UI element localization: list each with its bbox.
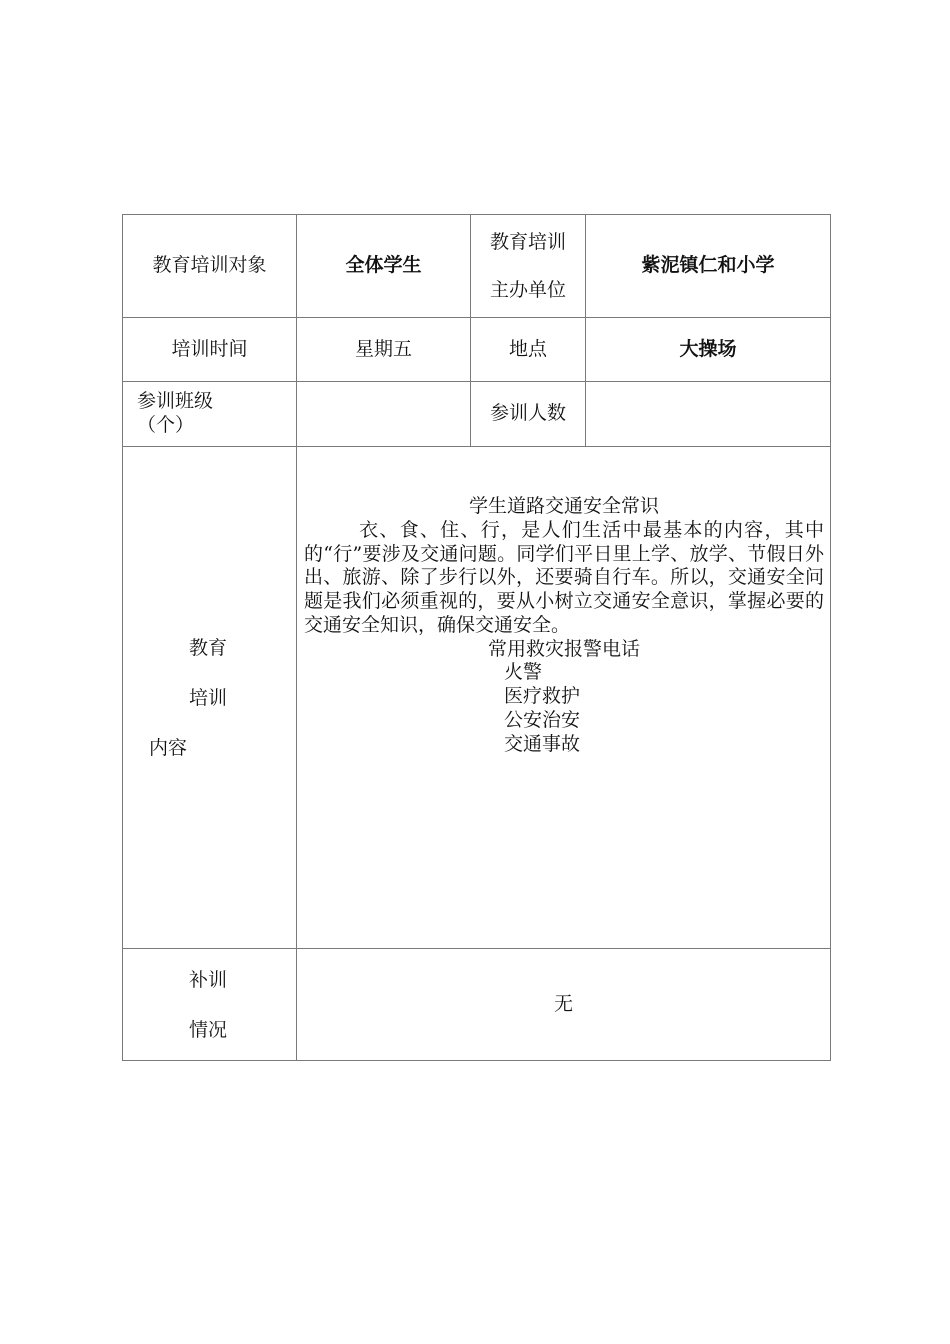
content-item-medical: 医疗救护 bbox=[504, 685, 581, 707]
value-training-time: 星期五 bbox=[297, 318, 471, 382]
content-title: 学生道路交通安全常识 bbox=[468, 495, 659, 517]
value-training-target: 全体学生 bbox=[297, 215, 471, 318]
content-subtitle: 常用救灾报警电话 bbox=[487, 637, 640, 660]
training-content-body bbox=[297, 447, 831, 949]
row-target-host bbox=[123, 215, 831, 318]
label-makeup-training bbox=[123, 949, 297, 1061]
training-record-table bbox=[122, 214, 831, 1061]
label-content-line1: 教育 bbox=[189, 636, 228, 659]
label-classes-line1: 参训班级 bbox=[137, 390, 214, 413]
content-item-police: 公安治安 bbox=[504, 708, 581, 731]
label-classes bbox=[123, 382, 297, 447]
label-training-content bbox=[123, 447, 297, 949]
label-makeup-line1: 补训 bbox=[189, 968, 228, 991]
label-training-time: 培训时间 bbox=[123, 318, 297, 382]
value-people-count bbox=[586, 382, 831, 447]
label-classes-line2: （个） bbox=[137, 414, 195, 436]
row-training-content bbox=[123, 447, 831, 949]
label-host-unit bbox=[471, 215, 586, 318]
content-item-traffic: 交通事故 bbox=[504, 732, 581, 755]
value-classes bbox=[297, 382, 471, 447]
content-item-fire: 火警 bbox=[504, 661, 543, 684]
label-people-count: 参训人数 bbox=[471, 382, 586, 447]
row-makeup-training bbox=[123, 949, 831, 1061]
label-host-unit-line2: 主办单位 bbox=[489, 279, 566, 301]
label-content-line2: 培训 bbox=[189, 686, 228, 709]
value-makeup-training: 无 bbox=[297, 949, 831, 1061]
row-time-place bbox=[123, 318, 831, 382]
label-host-unit-line1: 教育培训 bbox=[489, 231, 566, 253]
value-place: 大操场 bbox=[586, 318, 831, 382]
label-place: 地点 bbox=[471, 318, 586, 382]
row-classes-people bbox=[123, 382, 831, 447]
value-host-unit: 紫泥镇仁和小学 bbox=[586, 215, 831, 318]
label-makeup-line2: 情况 bbox=[189, 1018, 228, 1041]
label-training-target: 教育培训对象 bbox=[123, 215, 297, 318]
content-paragraph: 衣、食、住、行，是人们生活中最基本的内容，其中的“行”要涉及交通问题。同学们平日里上学、放学、节假日外出、旅游、除了步行以外，还要骑自行车。所以，交通安全问题是我们必须重视的，要从小树立交通安全意识，掌握必要的交通安全知识，确保交通安全。 bbox=[304, 518, 824, 636]
label-content-line3: 内容 bbox=[149, 736, 188, 759]
